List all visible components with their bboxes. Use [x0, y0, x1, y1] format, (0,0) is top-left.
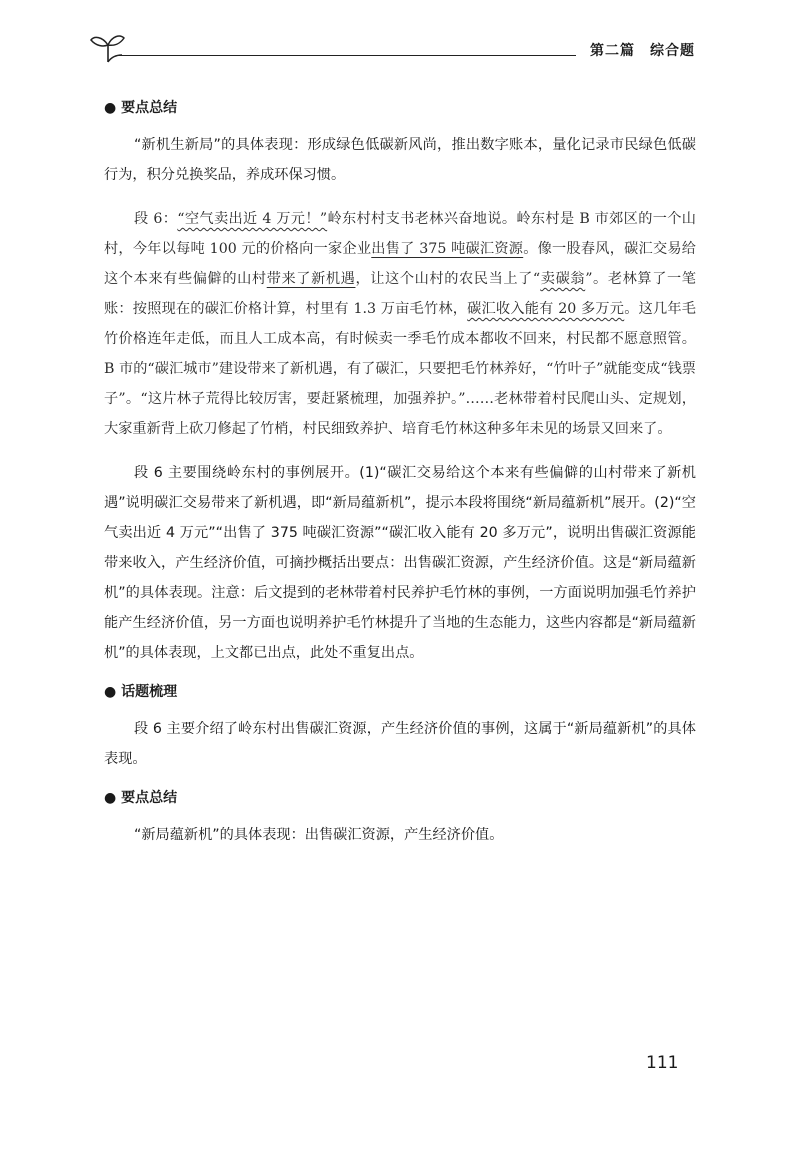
quote-text: “空气卖出近 4 万元！”: [177, 211, 328, 227]
section-title: 第二篇 综合题: [590, 43, 695, 59]
wavy-text: 碳汇收入能有 20 多万元: [467, 301, 625, 317]
passage-text: ”。老林算了一笔账：按照现在的碳汇价格计算，村里有 1.3 万亩毛竹林，: [104, 271, 696, 317]
page-content: [104, 98, 696, 864]
passage-label: 段 6：: [134, 211, 178, 227]
underlined-text: 带来了新机遇: [266, 271, 356, 287]
passage-text: 岭东村村支书老林兴奋地说。岭东村是 B 市郊区的一个山村，今年以每吨 100 元的价格向一家企业: [104, 211, 696, 257]
topic-paragraph: 段 6 主要介绍了岭东村出售碳汇资源，产生经济价值的事例，这属于“新局蕴新机”的具体表现。: [104, 721, 696, 767]
page-number: 111: [646, 1053, 679, 1073]
page-header: [0, 0, 800, 80]
passage-text: 。像一股春风，碳汇交易给这个本来有些偏僻的山村: [104, 241, 696, 287]
summary-paragraph: “新机生新局”的具体表现：形成绿色低碳新风尚，推出数字账本，量化记录市民绿色低碳行为，积分兑换奖品，养成环保习惯。: [104, 137, 696, 183]
passage-text: ，让这个山村的农民当上了“: [355, 271, 541, 287]
sprout-icon: [88, 30, 128, 64]
bullet-heading: ● 要点总结: [104, 788, 696, 808]
analysis-paragraph: 段 6 主要围绕岭东村的事例展开。(1)“碳汇交易给这个本来有些偏僻的山村带来了新机遇”说明碳汇交易带来了新机遇，即“新局蕴新机”，提示本段将围绕“新局蕴新机”展开。(2)“空气卖出近 4 万元”“出售了 375 吨碳汇资源”“碳汇收入能有 20 多万元”，说明出售碳汇资源能带来收入，产生经济价值，可摘抄概括出要点：出售碳汇资源，产生经济价值。这是“新局蕴新机”的具体表现。注意：后文提到的老林带着村民养护毛竹林的事例，一方面说明加强毛竹养护能产生经济价值，另一方面也说明养护毛竹林提升了当地的生态能力，这些内容都是“新局蕴新机”的具体表现，上文都已出点，此处不重复出点。: [104, 465, 696, 661]
passage-paragraph: [104, 204, 696, 444]
wavy-text: 卖碳翁: [540, 271, 586, 287]
underlined-text: 出售了 375 吨碳汇资源: [371, 241, 524, 257]
bullet-heading: ● 要点总结: [104, 98, 696, 118]
summary-paragraph: “新局蕴新机”的具体表现：出售碳汇资源，产生经济价值。: [134, 827, 504, 843]
bullet-heading: ● 话题梳理: [104, 682, 696, 702]
header-rule: [116, 55, 576, 56]
passage-text: 。这几年毛竹价格连年走低，而且人工成本高，有时候卖一季毛竹成本都收不回来，村民都不愿意照管。B 市的“碳汇城市”建设带来了新机遇，有了碳汇，只要把毛竹林养好，“竹叶子”就能变成“钱票子”。“这片林子荒得比较厉害，要赶紧梳理，加强养护。”……老林带着村民爬山头、定规划，大家重新背上砍刀修起了竹梢，村民细致养护、培育毛竹林这种多年未见的场景又回来了。: [104, 301, 696, 437]
